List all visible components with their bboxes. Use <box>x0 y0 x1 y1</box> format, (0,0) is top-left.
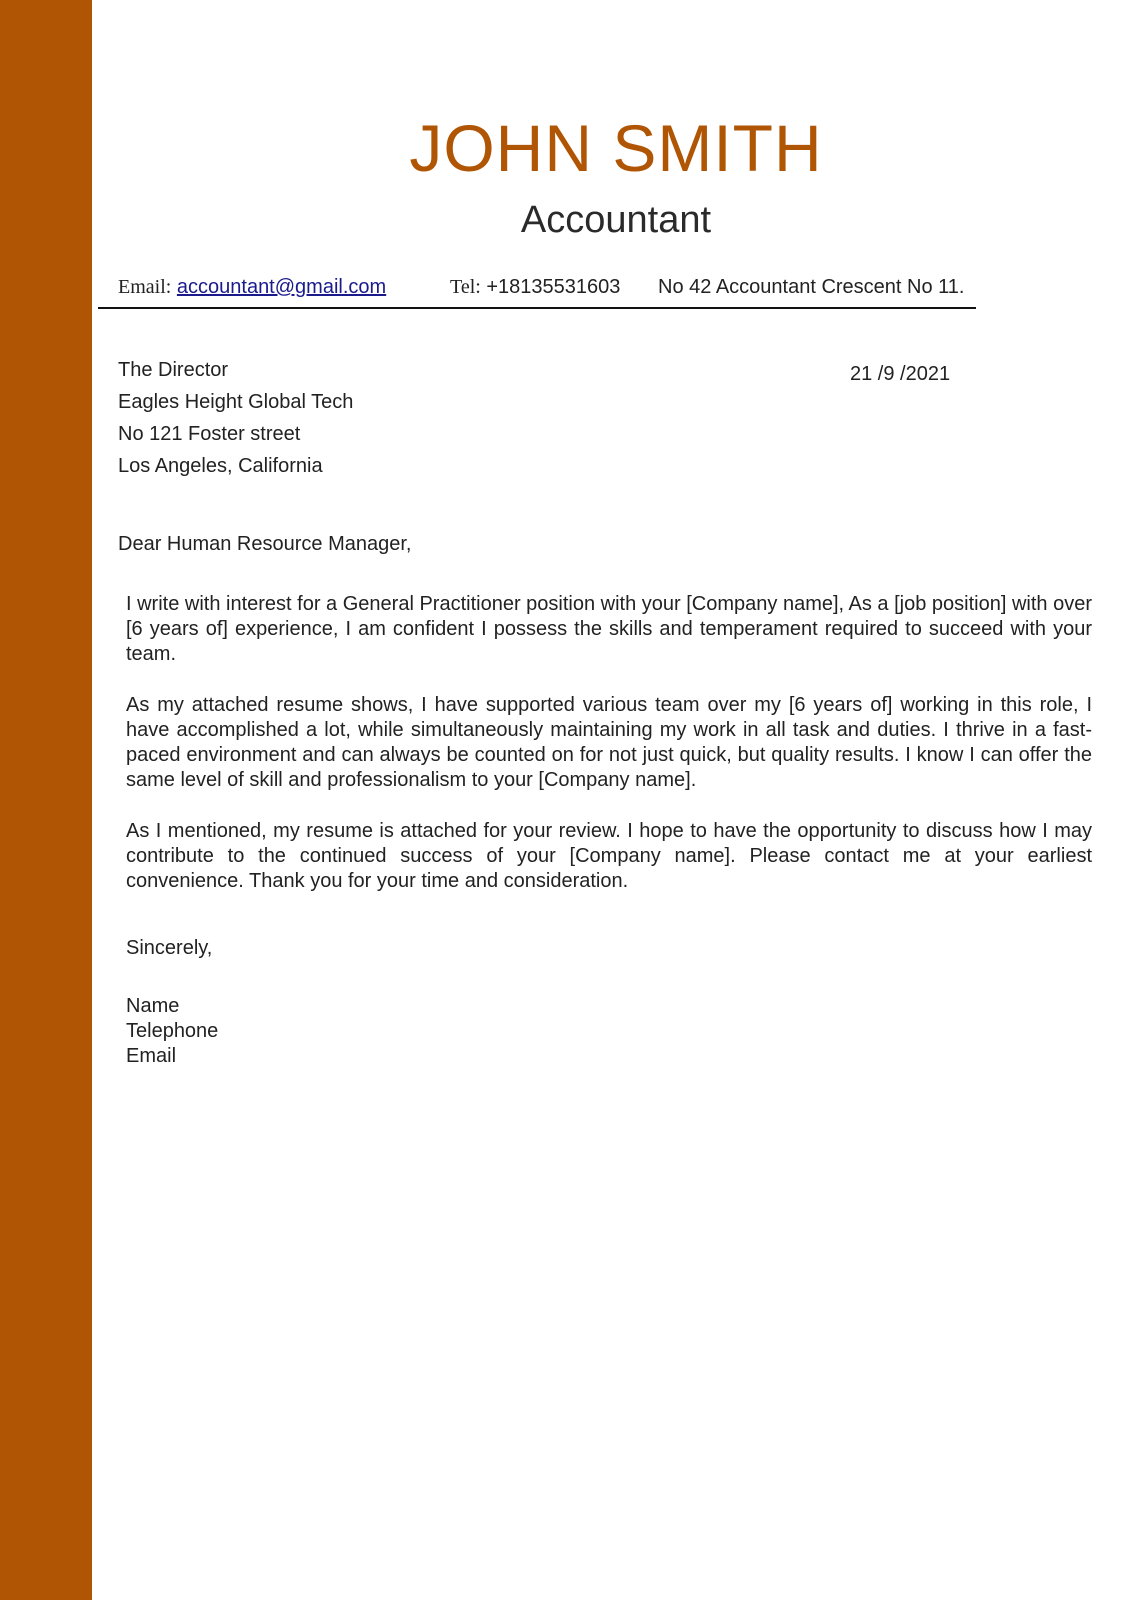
email-contact <box>118 274 386 300</box>
job-title: Accountant <box>520 199 712 241</box>
signature-email: Email <box>126 1045 177 1067</box>
recipient-line: The Director <box>118 359 229 381</box>
signature-telephone: Telephone <box>126 1020 219 1042</box>
body-paragraph: As I mentioned, my resume is attached for your review. I hope to have the opportunity to discuss how I may contribute to the continued success of your [Company name]. Please contact me at your earliest convenience. Thank you for your time and consideration. <box>126 820 1092 892</box>
letter-body <box>126 592 1092 920</box>
recipient-line: No 121 Foster street <box>118 423 301 445</box>
address-value: No 42 Accountant Crescent No 11. <box>658 276 965 298</box>
tel-label: Tel: <box>450 276 481 298</box>
signature-name: Name <box>126 995 180 1017</box>
signature-block <box>126 994 218 1069</box>
sidebar-accent-bar <box>0 0 92 1600</box>
recipient-line: Los Angeles, California <box>118 455 323 477</box>
phone-contact <box>450 274 620 300</box>
address-contact <box>658 274 964 300</box>
salutation: Dear Human Resource Manager, <box>118 533 412 555</box>
recipient-line: Eagles Height Global Tech <box>118 391 354 413</box>
email-label: Email: <box>118 276 172 298</box>
body-paragraph: I write with interest for a General Practitioner position with your [Company name], As a [job position] with over [6 years of] experience, I am confident I possess the skills and temperament required to succeed with your team. <box>126 593 1092 665</box>
letter-date: 21 /9 /2021 <box>850 363 951 385</box>
body-paragraph: As my attached resume shows, I have supported various team over my [6 years of] working in this role, I have accomplished a lot, while simultaneously maintaining my work in all task and duties. I thrive in a fast-paced environment and can always be counted on for not just quick, but quality results. I know I can offer the same level of skill and professionalism to your [Company name]. <box>126 694 1092 791</box>
applicant-name: JOHN SMITH <box>409 111 823 185</box>
closing: Sincerely, <box>126 937 213 959</box>
email-link[interactable]: accountant@gmail.com <box>176 276 387 298</box>
header-divider <box>98 307 976 309</box>
recipient-address <box>118 354 353 482</box>
tel-value: +18135531603 <box>486 276 621 298</box>
